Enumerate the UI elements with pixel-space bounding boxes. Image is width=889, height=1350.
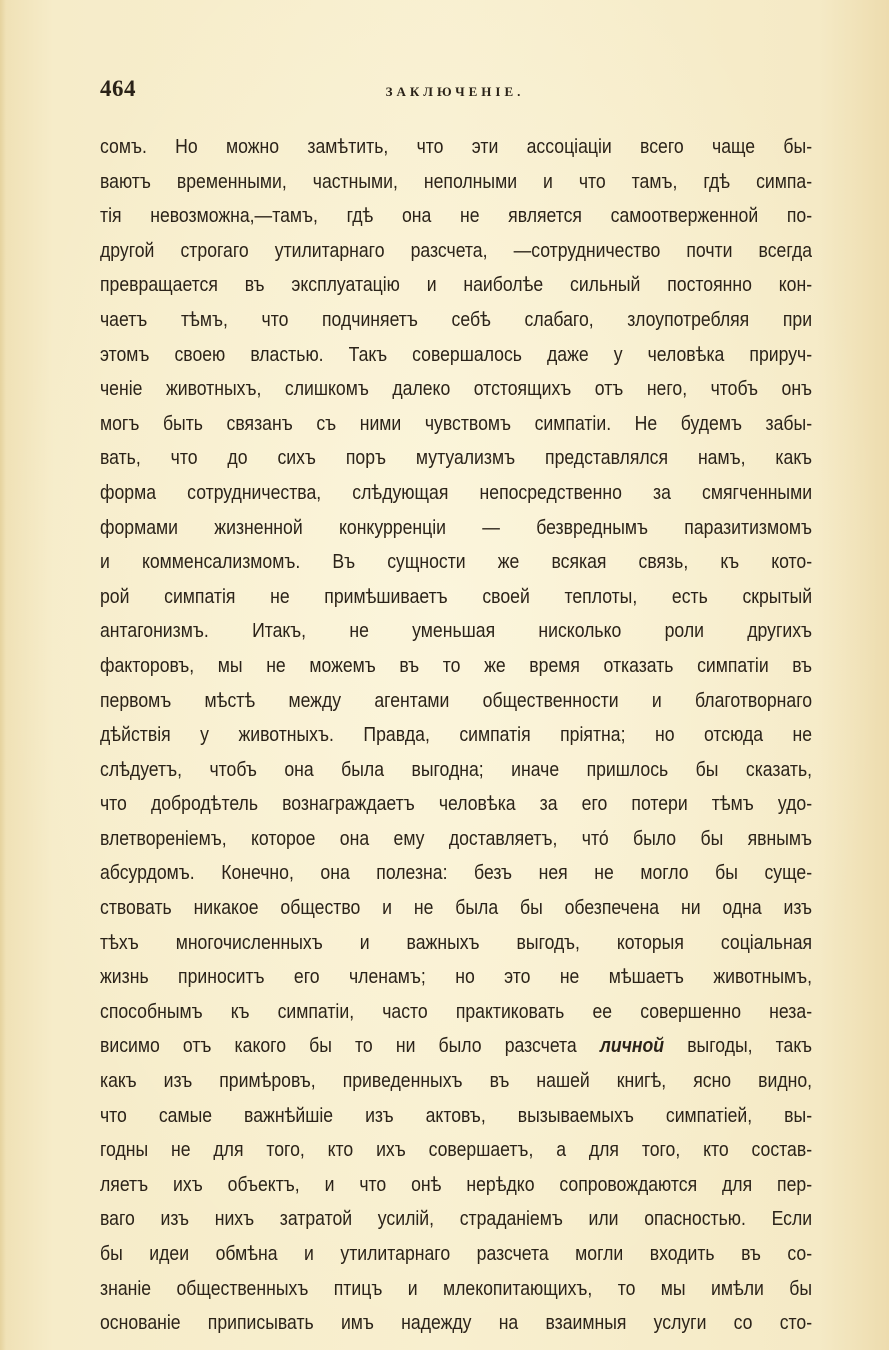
text-line: бы идеи обмѣна и утилитарнаго разсчета могли входить въ со-: [100, 1242, 813, 1265]
body-text: [100, 130, 813, 1341]
text-line: что самые важнѣйшіе изъ актовъ, вызываемыхъ симпатіей, вы-: [100, 1103, 813, 1127]
text-line: вать, что до сихъ поръ мутуализмъ представлялся намъ, какъ: [100, 446, 813, 470]
text-line: жизнь приноситъ его членамъ; но это не мѣшаетъ животнымъ,: [100, 965, 813, 989]
text-line: антагонизмъ. Итакъ, не уменьшая нисколько роли другихъ: [100, 619, 813, 643]
text-line: могъ быть связанъ съ ними чувствомъ симпатіи. Не будемъ забы-: [100, 411, 813, 435]
text-line: первомъ мѣстѣ между агентами общественности и благотворнаго: [100, 688, 813, 712]
text-line: способнымъ къ симпатіи, часто практиковать ее совершенно неза-: [100, 999, 813, 1023]
text-line: ваго изъ нихъ затратой усилій, страданіемъ или опасностью. Если: [100, 1207, 813, 1231]
text-line: дѣйствія у животныхъ. Правда, симпатія пріятна; но отсюда не: [100, 723, 813, 747]
text-line: что добродѣтель вознаграждаетъ человѣка за его потери тѣмъ удо-: [100, 792, 813, 816]
text-line: ваютъ временными, частными, неполными и что тамъ, гдѣ симпа-: [100, 169, 813, 193]
text-line: факторовъ, мы не можемъ въ то же время отказать симпатіи въ: [100, 653, 813, 677]
text-line: превращается въ эксплуатацію и наиболѣе сильный постоянно кон-: [100, 273, 813, 297]
text-line: сомъ. Но можно замѣтить, что эти ассоціаціи всего чаще бы-: [100, 135, 813, 158]
text-line: годны не для того, кто ихъ совершаетъ, а для того, кто состав-: [100, 1138, 813, 1162]
text-line: чаетъ тѣмъ, что подчиняетъ себѣ слабаго, злоупотребляя при: [100, 307, 813, 331]
text-line: какъ изъ примѣровъ, приведенныхъ въ нашей книгѣ, ясно видно,: [100, 1069, 813, 1093]
text-line: ченіе животныхъ, слишкомъ далеко отстоящихъ отъ него, чтобъ онъ: [100, 377, 813, 401]
text-line: тѣхъ многочисленныхъ и важныхъ выгодъ, которыя соціальная: [100, 930, 813, 954]
text-line: влетвореніемъ, которое она ему доставляетъ, что́ было бы явнымъ: [100, 826, 813, 850]
text-line: знаніе общественныхъ птицъ и млекопитающихъ, то мы имѣли бы: [100, 1276, 813, 1300]
text-line: рой симпатія не примѣшиваетъ своей теплоты, есть скрытый: [100, 584, 813, 608]
page-header: [100, 76, 810, 106]
page-number: 464: [100, 76, 136, 101]
text-line: и комменсализмомъ. Въ сущности же всякая связь, къ кото-: [100, 550, 813, 574]
text-line: ствовать никакое общество и не была бы обезпечена ни одна изъ: [100, 896, 813, 920]
text-line: другой строгаго утилитарнаго разсчета, —сотрудничество почти всегда: [100, 238, 813, 262]
text-segment: висимо отъ какого бы то ни было разсчета: [100, 1034, 577, 1058]
text-line-with-italic: [100, 1029, 812, 1064]
text-line: основаніе приписывать имъ надежду на взаимныя услуги со сто-: [100, 1311, 813, 1335]
text-line: тія невозможна,—тамъ, гдѣ она не является самоотверженной по-: [100, 204, 813, 228]
text-line: формами жизненной конкурренціи — безвреднымъ паразитизмомъ: [100, 515, 813, 539]
text-line: ляетъ ихъ объектъ, и что онѣ нерѣдко сопровождаются для пер-: [100, 1172, 813, 1196]
page-edge-shadow: [0, 0, 6, 1350]
text-line: форма сотрудничества, слѣдующая непосредственно за смягченными: [100, 480, 813, 504]
text-line: абсурдомъ. Конечно, она полезна: безъ нея не могло бы суще-: [100, 861, 813, 885]
running-head: ЗАКЛЮЧЕНІЕ.: [385, 84, 525, 99]
italic-word: личной: [599, 1034, 665, 1058]
text-line: слѣдуетъ, чтобъ она была выгодна; иначе пришлось бы сказать,: [100, 757, 813, 781]
text-line: этомъ своею властью. Такъ совершалось даже у человѣка прируч-: [100, 342, 813, 366]
text-segment: выгоды, такъ: [687, 1034, 813, 1058]
